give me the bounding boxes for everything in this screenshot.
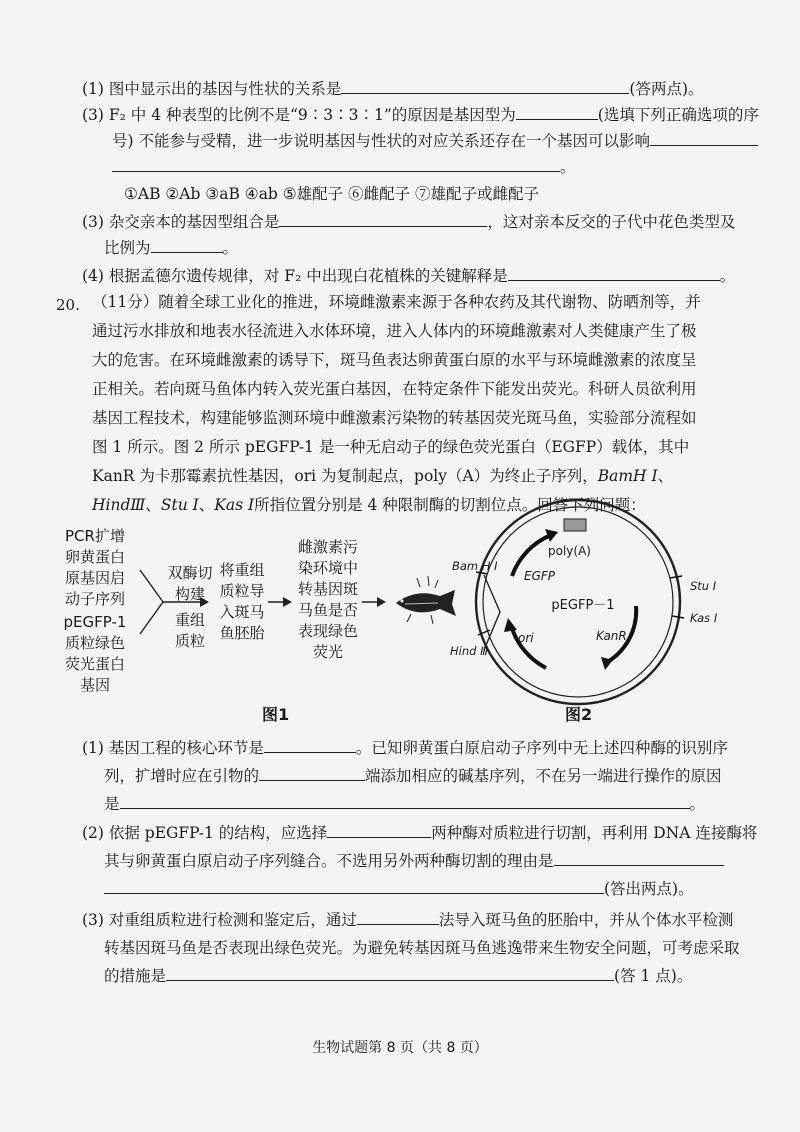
fig1-label: 图1	[262, 705, 290, 724]
kas-site-tick	[672, 616, 684, 618]
q19-options: ①AB ②Ab ③aB ④ab ⑤雄配子 ⑥雌配子 ⑦雄配子或雌配子	[124, 185, 540, 203]
fig1-step-recombinant: 重组 质粒	[174, 611, 205, 650]
ori-label: ori	[518, 631, 534, 645]
q19-part3b: (3) 杂交亲本的基因型组合是 ，这对亲本反交的子代中花色类型及	[82, 213, 736, 231]
polyA-label: poly(A)	[548, 544, 591, 558]
q20-part3-line3: 的措施是 (答 1 点)。	[104, 967, 693, 985]
q20-number: 20.	[56, 296, 80, 314]
fig1-input-plasmid: pEGFP-1 质粒绿色 荧光蛋白 基因	[63, 613, 127, 694]
q20-part3-line2: 转基因斑马鱼是否表现出绿色荧光。为避免转基因斑马鱼逃逸带来生物安全问题，可考虑采取	[104, 939, 740, 957]
q20-part2-line3: (答出两点)。	[104, 878, 694, 900]
q19-part3a-line2: 号) 不能参与受精，进一步说明基因与性状的对应关系还存在一个基因可以影响	[112, 130, 758, 152]
kanr-label: KanR	[596, 629, 627, 643]
plasmid-name: pEGFP－1	[551, 598, 615, 613]
stu-label: Stu Ⅰ	[690, 579, 717, 593]
q20-part2-line2: 其与卵黄蛋白原启动子序列缝合。不选用另外两种酶切割的理由是	[104, 850, 724, 872]
q19-part3b-line2: 比例为 。	[104, 239, 239, 257]
ori-arrowhead	[504, 618, 517, 632]
q19-part4: (4) 根据孟德尔遗传规律，对 F₂ 中出现白花植株的关键解释是 。	[82, 267, 736, 285]
kas-label: Kas Ⅰ	[690, 611, 718, 625]
answer-blank[interactable]	[166, 966, 614, 981]
q20-intro: （11分）随着全球工业化的推进，环境雌激素来源于各种农药及其代谢物、防晒剂等，并通过污水排放和地表水径流进入水体环境，进入人体内的环境雌激素对人类健康产生了极大的危害。在环境雌激素的诱导下，斑马鱼表达卵黄蛋白原的水平与环境雌激素的浓度呈正相关。若向斑马鱼体内转入荧光蛋白基因，在特定条件下能发出荧光。科研人员欲利用基因工程技术，构建能够监测环境中雌激素污染物的转基因荧光斑马鱼，实验部分流程如图 1 所示。图 2 所示 pEGFP-1 是一种无启动子的绿色荧光蛋白（EGFP）载体，其中 KanR 为卡那霉素抗性基因，ori 为复制起点，poly（A）为终止子序列，BamH Ⅰ、HindⅢ、Stu Ⅰ、Kas Ⅰ所指位置分别是 4 种限制酶的切割位点。回答下列问题：	[92, 293, 701, 514]
q19-part3a: (3) F₂ 中 4 种表型的比例不是“9∶3∶3∶1”的原因是基因型为 (选填下列正确选项的序	[82, 106, 759, 124]
bamh-label: Bam H Ⅰ	[452, 559, 498, 573]
q20-part1-line3: 是 。	[104, 795, 706, 813]
answer-blank[interactable]	[554, 851, 724, 866]
answer-blank[interactable]	[104, 879, 604, 894]
hind-label: Hind Ⅲ	[450, 644, 489, 658]
q19-part3a-line3: 。	[112, 156, 576, 178]
q20-part1-line2: 列，扩增时应在引物的 端添加相应的碱基序列，不在另一端进行操作的原因	[104, 767, 722, 785]
fig1-step-digest: 双酶切 构建	[167, 564, 213, 603]
answer-blank[interactable]	[259, 766, 365, 781]
stu-site-tick	[670, 576, 682, 578]
fig1-step-detect: 雌激素污 染环境中 转基因斑 马鱼是否 表现绿色 荧光	[297, 538, 358, 661]
polyA-box	[564, 519, 586, 531]
q20-part3: (3) 对重组质粒进行检测和鉴定后，通过 法导入斑马鱼的胚胎中，并从个体水平检测	[82, 911, 734, 929]
fig1-step-inject: 将重组 质粒导 入斑马 鱼胚胎	[219, 561, 265, 642]
answer-blank[interactable]	[120, 794, 690, 809]
answer-blank[interactable]	[327, 823, 431, 838]
answer-blank[interactable]	[357, 910, 439, 925]
egfp-label: EGFP	[524, 569, 556, 583]
q20-part1: (1) 基因工程的核心环节是 。已知卵黄蛋白原启动子序列中无上述四种酶的识别序	[82, 739, 728, 757]
fig1-input-promoter: PCR扩增 卵黄蛋白 原基因启 动子序列	[64, 527, 125, 608]
fig2-label: 图2	[565, 705, 593, 724]
q20-part2: (2) 依据 pEGFP-1 的结构，应选择 两种酶对质粒进行切割，再利用 DNA 连接酶将	[82, 824, 758, 842]
q19-part1: (1) 图中显示出的基因与性状的关系是 (答两点)。	[82, 80, 704, 98]
page-footer: 生物试题第 8 页（共 8 页）	[312, 1040, 488, 1056]
answer-blank[interactable]	[264, 738, 356, 753]
